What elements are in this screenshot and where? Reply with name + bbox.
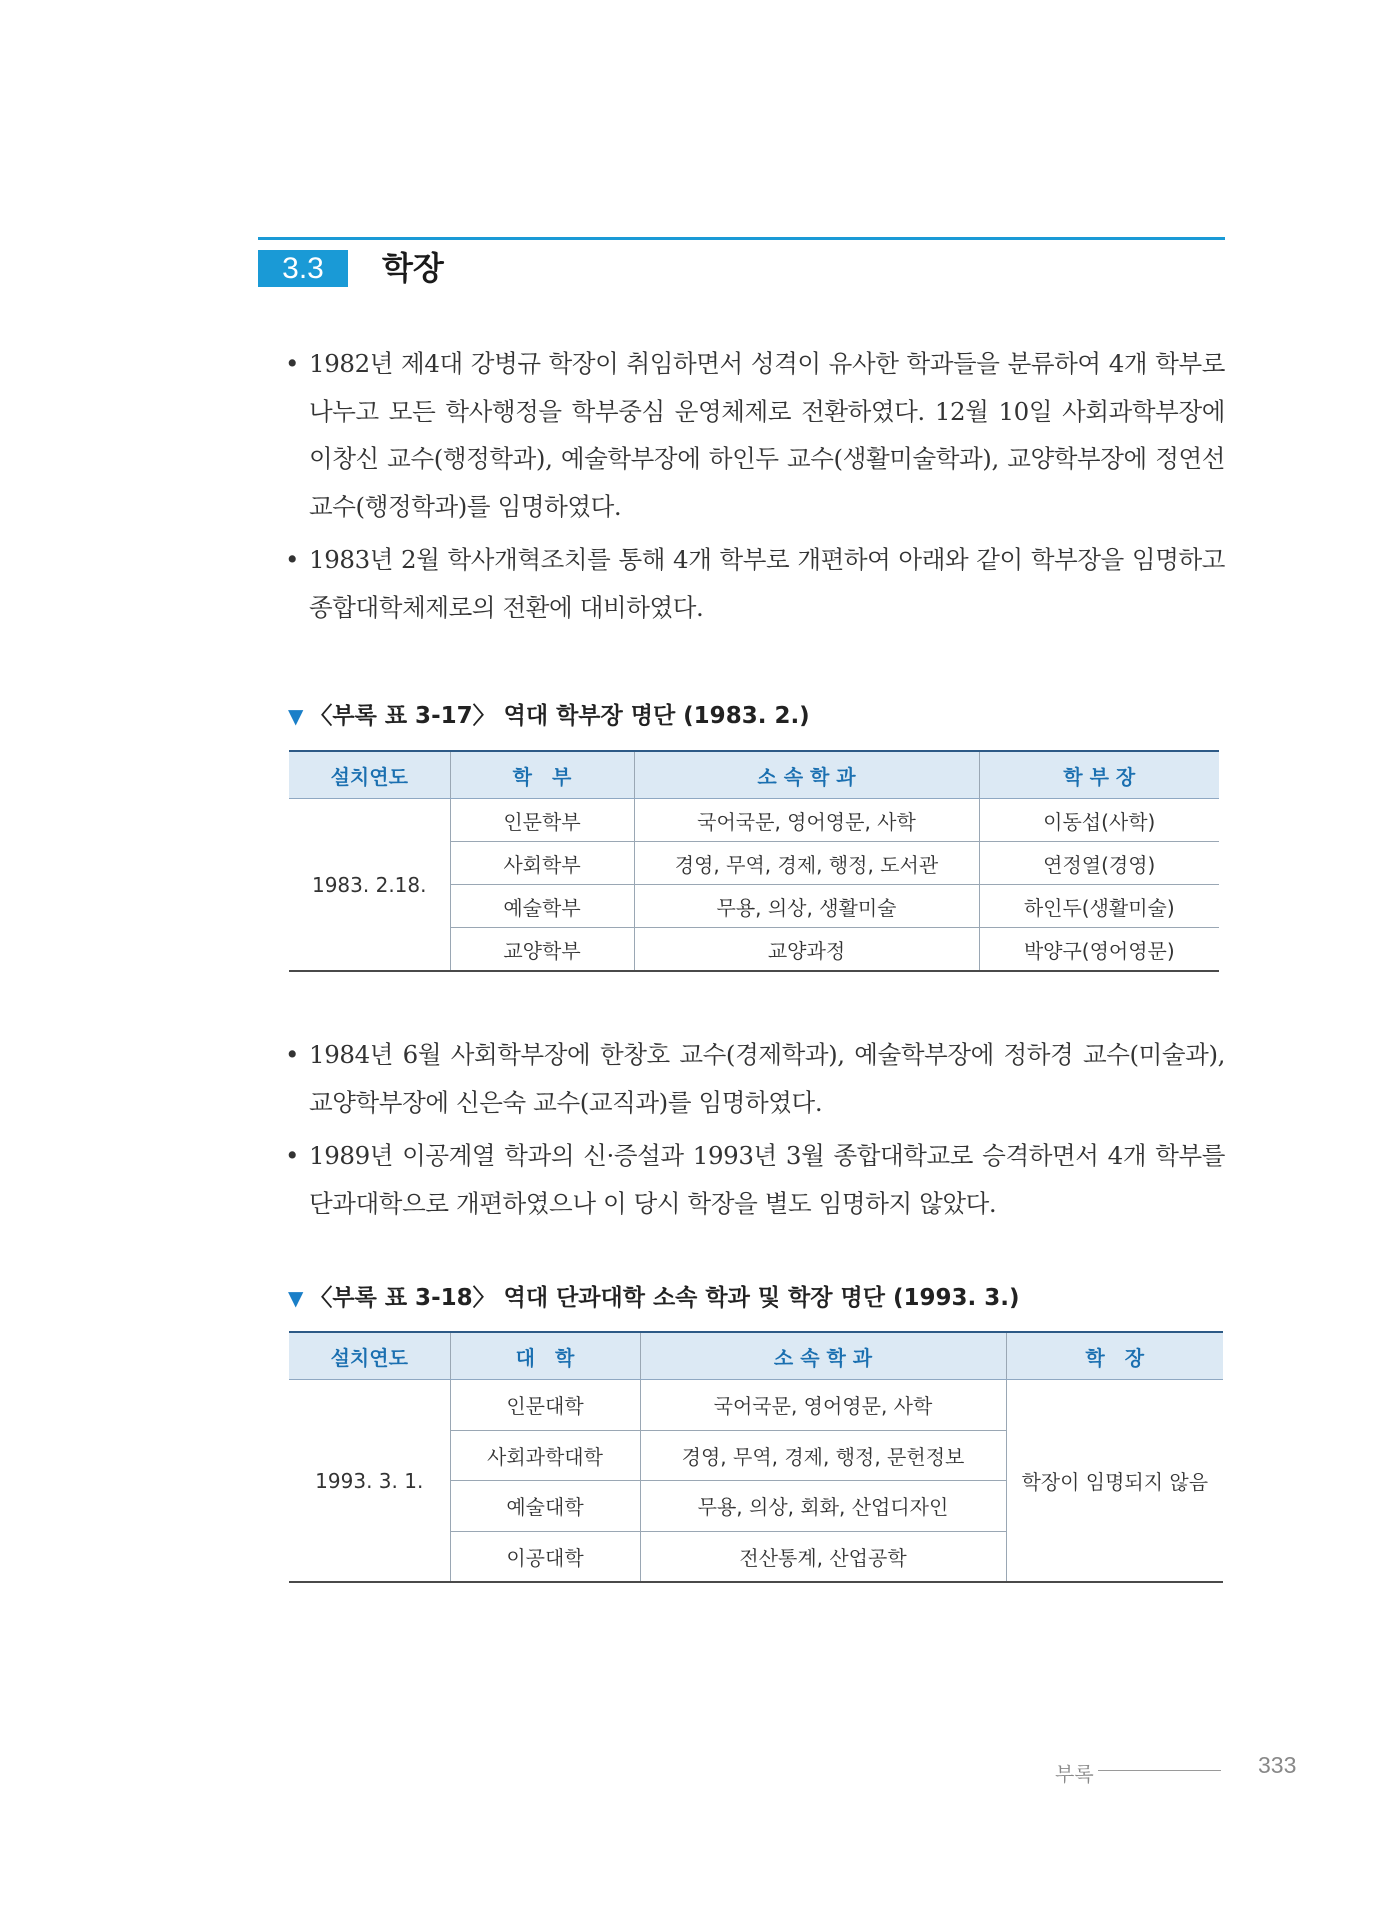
triangle-down-icon: ▼ xyxy=(288,704,304,728)
table-header-row xyxy=(289,1332,1223,1380)
unit-cell: 인문대학 xyxy=(450,1380,640,1431)
unit-cell: 교양학부 xyxy=(450,928,634,972)
year-cell: 1983. 2.18. xyxy=(289,799,450,972)
header-dean: 학 장 xyxy=(1006,1332,1223,1380)
depts-cell: 무용, 의상, 회화, 산업디자인 xyxy=(640,1481,1006,1532)
table-caption xyxy=(288,1282,1019,1314)
unit-cell: 인문학부 xyxy=(450,799,634,842)
bullet-list-top xyxy=(285,340,1225,637)
unit-cell: 사회학부 xyxy=(450,842,634,885)
head-cell: 연정열(경영) xyxy=(979,842,1219,885)
unit-cell: 예술학부 xyxy=(450,885,634,928)
paragraph: • 1983년 2월 학사개혁조치를 통해 4개 학부로 개편하여 아래와 같이 학부장을 임명하고 종합대학체제로의 전환에 대비하였다. xyxy=(285,536,1225,631)
year-cell: 1993. 3. 1. xyxy=(289,1380,450,1583)
table-row xyxy=(289,799,1219,842)
header-depts: 소 속 학 과 xyxy=(634,751,979,799)
footer-label: 부록 xyxy=(1055,1762,1094,1786)
depts-cell: 경영, 무역, 경제, 행정, 도서관 xyxy=(634,842,979,885)
header-year: 설치연도 xyxy=(289,751,450,799)
head-cell: 박양구(영어영문) xyxy=(979,928,1219,972)
dean-table-1983 xyxy=(289,750,1219,972)
unit-cell: 이공대학 xyxy=(450,1531,640,1582)
section-title: 학장 xyxy=(382,249,444,287)
depts-cell: 교양과정 xyxy=(634,928,979,972)
head-cell: 이동섭(사학) xyxy=(979,799,1219,842)
depts-cell: 국어국문, 영어영문, 사학 xyxy=(634,799,979,842)
table-caption-text: 〈부록 표 3-18〉 역대 단과대학 소속 학과 및 학장 명단 (1993. 3.) xyxy=(309,1285,1020,1311)
header-head: 학 부 장 xyxy=(979,751,1219,799)
table-caption-text: 〈부록 표 3-17〉 역대 학부장 명단 (1983. 2.) xyxy=(309,703,810,729)
footer-rule xyxy=(1098,1770,1221,1771)
table-row xyxy=(289,1380,1223,1431)
paragraph: • 1989년 이공계열 학과의 신·증설과 1993년 3월 종합대학교로 승격하면서 4개 학부를 단과대학으로 개편하였으나 이 당시 학장을 별도 임명하지 않았다. xyxy=(285,1132,1225,1227)
table-caption xyxy=(288,700,810,732)
triangle-down-icon: ▼ xyxy=(288,1286,304,1310)
depts-cell: 경영, 무역, 경제, 행정, 문헌정보 xyxy=(640,1430,1006,1481)
header-depts: 소 속 학 과 xyxy=(640,1332,1006,1380)
depts-cell: 무용, 의상, 생활미술 xyxy=(634,885,979,928)
depts-cell: 국어국문, 영어영문, 사학 xyxy=(640,1380,1006,1431)
header-unit: 대 학 xyxy=(450,1332,640,1380)
header-year: 설치연도 xyxy=(289,1332,450,1380)
head-cell: 하인두(생활미술) xyxy=(979,885,1219,928)
dean-note-cell: 학장이 임명되지 않음 xyxy=(1006,1380,1223,1583)
unit-cell: 예술대학 xyxy=(450,1481,640,1532)
college-table-1993 xyxy=(289,1331,1223,1583)
section-rule xyxy=(258,237,1225,240)
bullet-list-middle xyxy=(285,1031,1225,1233)
section-number-badge: 3.3 xyxy=(258,250,348,287)
paragraph: • 1982년 제4대 강병규 학장이 취임하면서 성격이 유사한 학과들을 분류하여 4개 학부로 나누고 모든 학사행정을 학부중심 운영체제로 전환하였다. 12월 10일 사회과학부장에 이창신 교수(행정학과), 예술학부장에 하인두 교수(생활미술학과), 교양학부장에 정연선 교수(행정학과)를 임명하였다. xyxy=(285,340,1225,530)
header-unit: 학 부 xyxy=(450,751,634,799)
depts-cell: 전산통계, 산업공학 xyxy=(640,1531,1006,1582)
unit-cell: 사회과학대학 xyxy=(450,1430,640,1481)
page-number: 333 xyxy=(1258,1752,1297,1778)
table-header-row xyxy=(289,751,1219,799)
paragraph: • 1984년 6월 사회학부장에 한창호 교수(경제학과), 예술학부장에 정하경 교수(미술과), 교양학부장에 신은숙 교수(교직과)를 임명하였다. xyxy=(285,1031,1225,1126)
